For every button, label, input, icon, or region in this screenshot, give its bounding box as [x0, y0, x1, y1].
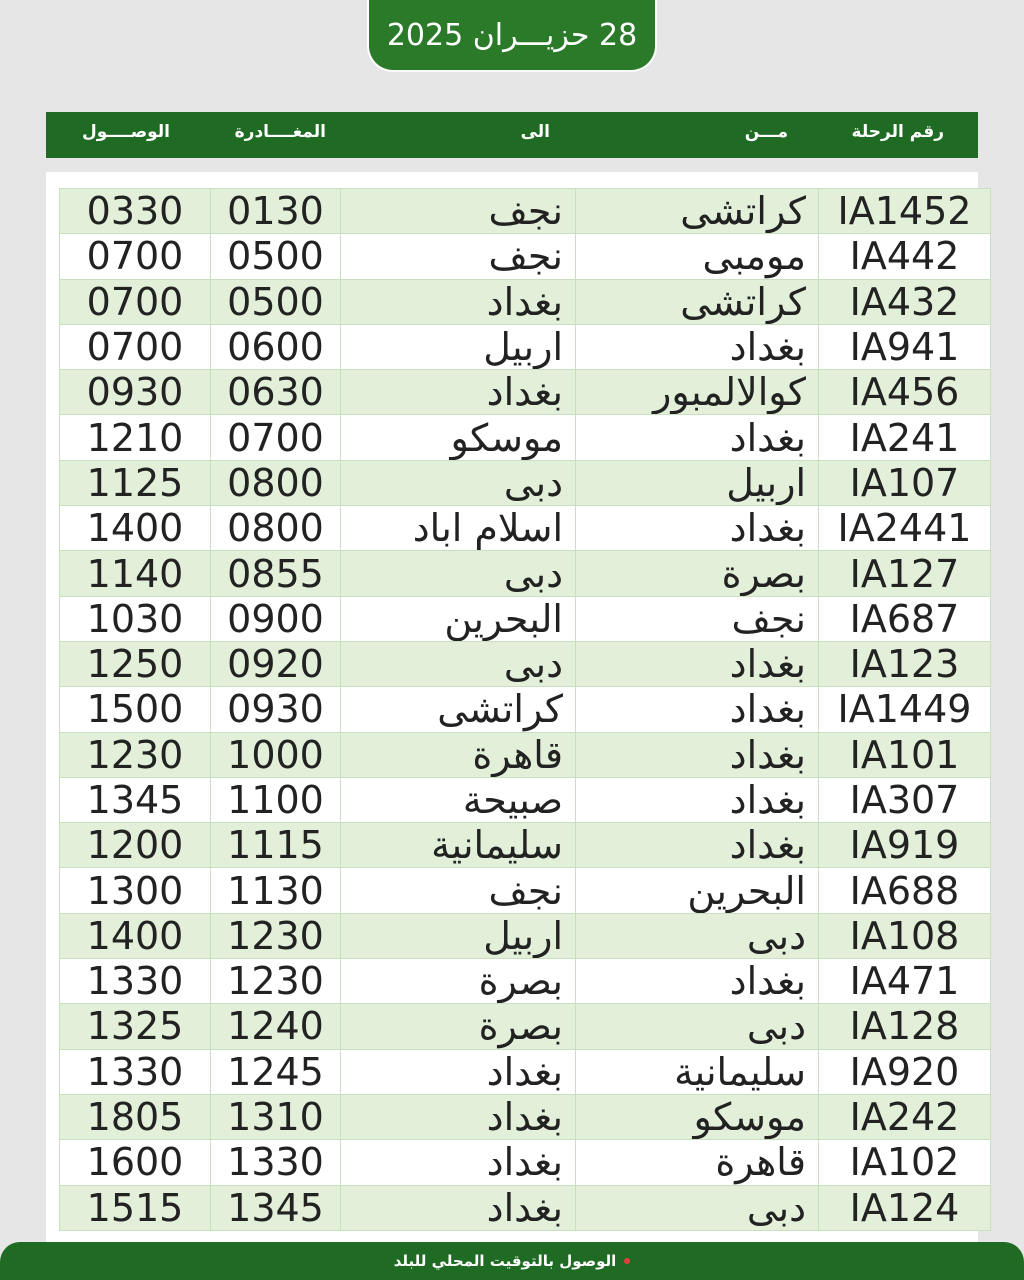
destination-cell: دبى — [341, 641, 576, 686]
arrival-time-cell: 1330 — [60, 959, 211, 1004]
table-row — [60, 1049, 991, 1094]
origin-cell: كراتشى — [576, 279, 819, 324]
departure-time-cell: 1245 — [211, 1049, 341, 1094]
origin-cell: دبى — [576, 1185, 819, 1230]
departure-time-cell: 0900 — [211, 596, 341, 641]
destination-cell: نجف — [341, 868, 576, 913]
arrival-time-cell: 1230 — [60, 732, 211, 777]
departure-time-cell: 1345 — [211, 1185, 341, 1230]
flight-number-cell: IA919 — [819, 823, 991, 868]
origin-cell: بغداد — [576, 959, 819, 1004]
arrival-time-cell: 1210 — [60, 415, 211, 460]
arrival-time-cell: 1500 — [60, 687, 211, 732]
origin-cell: كراتشى — [576, 189, 819, 234]
flight-number-cell: IA2441 — [819, 506, 991, 551]
origin-cell: بغداد — [576, 777, 819, 822]
flight-number-cell: IA102 — [819, 1140, 991, 1185]
departure-time-cell: 0920 — [211, 641, 341, 686]
table-row — [60, 234, 991, 279]
arrival-time-cell: 1515 — [60, 1185, 211, 1230]
flight-number-cell: IA124 — [819, 1185, 991, 1230]
destination-cell: البحرين — [341, 596, 576, 641]
departure-time-cell: 0930 — [211, 687, 341, 732]
table-row — [60, 913, 991, 958]
table-row — [60, 868, 991, 913]
destination-cell: بغداد — [341, 370, 576, 415]
destination-cell: بغداد — [341, 1094, 576, 1139]
table-row — [60, 551, 991, 596]
flight-number-cell: IA108 — [819, 913, 991, 958]
arrival-time-cell: 1400 — [60, 506, 211, 551]
arrival-time-cell: 1400 — [60, 913, 211, 958]
destination-cell: بغداد — [341, 279, 576, 324]
origin-cell: البحرين — [576, 868, 819, 913]
flight-number-cell: IA920 — [819, 1049, 991, 1094]
header-to: الى — [520, 122, 550, 142]
departure-time-cell: 0600 — [211, 324, 341, 369]
destination-cell: نجف — [341, 234, 576, 279]
flight-number-cell: IA307 — [819, 777, 991, 822]
origin-cell: دبى — [576, 1004, 819, 1049]
departure-time-cell: 0630 — [211, 370, 341, 415]
flight-number-cell: IA107 — [819, 460, 991, 505]
table-row — [60, 279, 991, 324]
origin-cell: سليمانية — [576, 1049, 819, 1094]
flights-table — [59, 188, 991, 1231]
destination-cell: كراتشى — [341, 687, 576, 732]
departure-time-cell: 1230 — [211, 913, 341, 958]
departure-time-cell: 1240 — [211, 1004, 341, 1049]
arrival-time-cell: 1250 — [60, 641, 211, 686]
origin-cell: نجف — [576, 596, 819, 641]
table-row — [60, 415, 991, 460]
departure-time-cell: 0855 — [211, 551, 341, 596]
destination-cell: بغداد — [341, 1049, 576, 1094]
header-from: مـــن — [744, 122, 788, 142]
origin-cell: بغداد — [576, 732, 819, 777]
flight-number-cell: IA941 — [819, 324, 991, 369]
footer-bar — [0, 1242, 1024, 1280]
flight-number-cell: IA242 — [819, 1094, 991, 1139]
flight-number-cell: IA1452 — [819, 189, 991, 234]
table-row — [60, 777, 991, 822]
arrival-time-cell: 0330 — [60, 189, 211, 234]
arrival-time-cell: 1325 — [60, 1004, 211, 1049]
table-row — [60, 189, 991, 234]
origin-cell: بغداد — [576, 641, 819, 686]
origin-cell: قاهرة — [576, 1140, 819, 1185]
date-label: 28 حزيـــران 2025 — [386, 17, 638, 53]
origin-cell: بغداد — [576, 324, 819, 369]
departure-time-cell: 0130 — [211, 189, 341, 234]
destination-cell: بغداد — [341, 1185, 576, 1230]
table-row — [60, 1094, 991, 1139]
departure-time-cell: 1330 — [211, 1140, 341, 1185]
arrival-time-cell: 1345 — [60, 777, 211, 822]
departure-time-cell: 1130 — [211, 868, 341, 913]
flight-number-cell: IA1449 — [819, 687, 991, 732]
destination-cell: صبيحة — [341, 777, 576, 822]
bullet-dot-icon — [624, 1258, 630, 1264]
table-header — [46, 112, 978, 158]
departure-time-cell: 0800 — [211, 506, 341, 551]
table-row — [60, 324, 991, 369]
destination-cell: اربيل — [341, 913, 576, 958]
table-row — [60, 370, 991, 415]
arrival-time-cell: 0700 — [60, 324, 211, 369]
flight-number-cell: IA688 — [819, 868, 991, 913]
departure-time-cell: 1000 — [211, 732, 341, 777]
arrival-time-cell: 0700 — [60, 279, 211, 324]
arrival-time-cell: 1805 — [60, 1094, 211, 1139]
table-row — [60, 506, 991, 551]
table-row — [60, 1140, 991, 1185]
destination-cell: قاهرة — [341, 732, 576, 777]
departure-time-cell: 1310 — [211, 1094, 341, 1139]
flight-number-cell: IA128 — [819, 1004, 991, 1049]
destination-cell: بغداد — [341, 1140, 576, 1185]
arrival-time-cell: 1300 — [60, 868, 211, 913]
flight-number-cell: IA432 — [819, 279, 991, 324]
table-row — [60, 641, 991, 686]
destination-cell: موسكو — [341, 415, 576, 460]
arrival-time-cell: 0930 — [60, 370, 211, 415]
departure-time-cell: 0800 — [211, 460, 341, 505]
footer-note: الوصول بالتوقيت المحلي للبلد — [393, 1252, 617, 1270]
flight-number-cell: IA241 — [819, 415, 991, 460]
flight-number-cell: IA456 — [819, 370, 991, 415]
origin-cell: موسكو — [576, 1094, 819, 1139]
table-row — [60, 687, 991, 732]
departure-time-cell: 0700 — [211, 415, 341, 460]
departure-time-cell: 0500 — [211, 279, 341, 324]
departure-time-cell: 0500 — [211, 234, 341, 279]
table-row — [60, 823, 991, 868]
destination-cell: دبى — [341, 551, 576, 596]
arrival-time-cell: 0700 — [60, 234, 211, 279]
header-departure: المغــــادرة — [234, 122, 326, 142]
arrival-time-cell: 1125 — [60, 460, 211, 505]
destination-cell: اربيل — [341, 324, 576, 369]
arrival-time-cell: 1330 — [60, 1049, 211, 1094]
table-row — [60, 959, 991, 1004]
table-row — [60, 732, 991, 777]
origin-cell: كوالالمبور — [576, 370, 819, 415]
table-row — [60, 460, 991, 505]
date-tab — [367, 0, 657, 72]
arrival-time-cell: 1140 — [60, 551, 211, 596]
flight-number-cell: IA127 — [819, 551, 991, 596]
departure-time-cell: 1115 — [211, 823, 341, 868]
origin-cell: بغداد — [576, 823, 819, 868]
flight-number-cell: IA442 — [819, 234, 991, 279]
table-row — [60, 1185, 991, 1230]
arrival-time-cell: 1030 — [60, 596, 211, 641]
origin-cell: دبى — [576, 913, 819, 958]
flight-number-cell: IA101 — [819, 732, 991, 777]
header-arrival: الوصــــول — [82, 122, 170, 142]
origin-cell: بغداد — [576, 687, 819, 732]
origin-cell: مومبى — [576, 234, 819, 279]
origin-cell: بغداد — [576, 506, 819, 551]
arrival-time-cell: 1200 — [60, 823, 211, 868]
table-row — [60, 1004, 991, 1049]
destination-cell: بصرة — [341, 1004, 576, 1049]
flights-table-body — [60, 189, 991, 1231]
destination-cell: بصرة — [341, 959, 576, 1004]
origin-cell: بغداد — [576, 415, 819, 460]
origin-cell: بصرة — [576, 551, 819, 596]
table-row — [60, 596, 991, 641]
flight-number-cell: IA123 — [819, 641, 991, 686]
destination-cell: دبى — [341, 460, 576, 505]
destination-cell: نجف — [341, 189, 576, 234]
header-flight-number: رقم الرحلة — [851, 122, 944, 142]
flight-number-cell: IA471 — [819, 959, 991, 1004]
origin-cell: اربيل — [576, 460, 819, 505]
destination-cell: اسلام اباد — [341, 506, 576, 551]
departure-time-cell: 1100 — [211, 777, 341, 822]
departure-time-cell: 1230 — [211, 959, 341, 1004]
destination-cell: سليمانية — [341, 823, 576, 868]
arrival-time-cell: 1600 — [60, 1140, 211, 1185]
flight-number-cell: IA687 — [819, 596, 991, 641]
